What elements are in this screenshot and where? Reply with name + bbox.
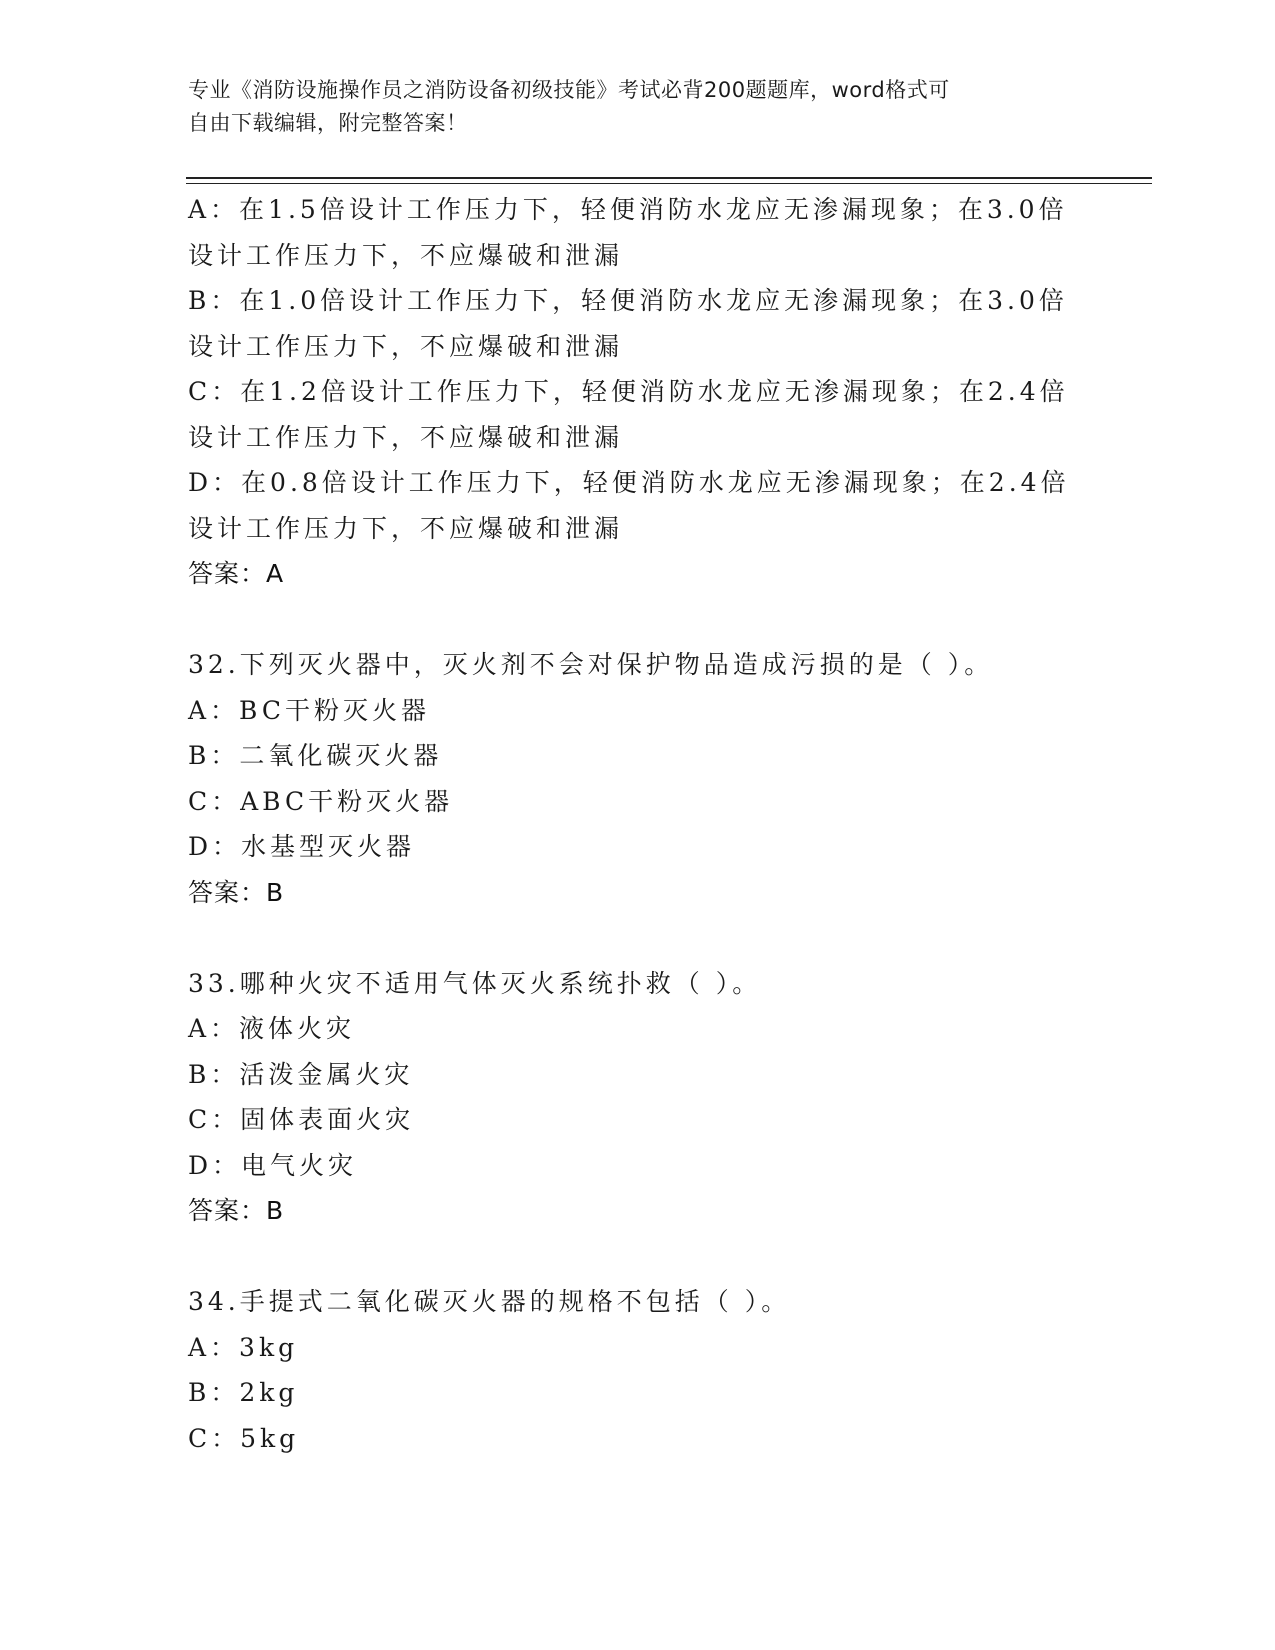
spacer <box>188 1234 1088 1280</box>
header-line-2: 自由下载编辑，附完整答案！ <box>188 111 468 135</box>
option-a: A：BC干粉灭火器 <box>188 695 431 725</box>
spacer <box>188 915 1088 961</box>
question-33 <box>188 961 1088 1234</box>
option-text-cont: 设计工作压力下，不应爆破和泄漏 <box>188 422 624 452</box>
answer-line: 答案：A <box>188 559 285 588</box>
option-b: B：二氧化碳灭火器 <box>188 741 443 770</box>
spacer <box>188 597 1088 643</box>
option-d: D：电气火灾 <box>188 1150 358 1180</box>
option-text-cont: 设计工作压力下，不应爆破和泄漏 <box>188 331 624 361</box>
header-divider-thin <box>186 183 1152 184</box>
answer-line: 答案：B <box>188 1196 285 1225</box>
question-31 <box>188 187 1088 597</box>
option-b: B：2kg <box>188 1378 299 1407</box>
option-c <box>188 369 1088 460</box>
option-d: D：水基型灭火器 <box>188 832 416 861</box>
question-34 <box>188 1279 1088 1461</box>
question-list <box>188 187 1088 1461</box>
option-a <box>188 187 1088 278</box>
option-b: B：活泼金属火灾 <box>188 1059 414 1089</box>
question-text: 32.下列灭火器中，灭火剂不会对保护物品造成污损的是（ ）。 <box>188 650 994 679</box>
option-text-cont: 设计工作压力下，不应爆破和泄漏 <box>188 513 624 543</box>
question-32 <box>188 642 1088 915</box>
option-text: B：在1.0倍设计工作压力下，轻便消防水龙应无渗漏现象；在3.0倍 <box>188 286 1068 315</box>
option-text-cont: 设计工作压力下，不应爆破和泄漏 <box>188 240 624 270</box>
option-c: C：5kg <box>188 1423 300 1453</box>
option-c: C：固体表面火灾 <box>188 1105 415 1134</box>
option-c: C：ABC干粉灭火器 <box>188 786 454 816</box>
option-text: D：在0.8倍设计工作压力下，轻便消防水龙应无渗漏现象；在2.4倍 <box>188 468 1070 497</box>
question-text: 33.哪种火灾不适用气体灭火系统扑救（ ）。 <box>188 968 762 998</box>
option-d <box>188 460 1088 551</box>
option-a: A：液体火灾 <box>188 1014 356 1043</box>
option-text: A：在1.5倍设计工作压力下，轻便消防水龙应无渗漏现象；在3.0倍 <box>188 195 1068 224</box>
answer-line: 答案：B <box>188 877 285 907</box>
document-header <box>188 74 1068 140</box>
option-b <box>188 278 1088 369</box>
header-divider-thick <box>186 177 1152 179</box>
question-text: 34.手提式二氧化碳灭火器的规格不包括（ ）。 <box>188 1287 791 1316</box>
option-a: A：3kg <box>188 1332 299 1362</box>
option-text: C：在1.2倍设计工作压力下，轻便消防水龙应无渗漏现象；在2.4倍 <box>188 377 1069 406</box>
header-line-1: 专业《消防设施操作员之消防设备初级技能》考试必背200题题库，word格式可 <box>188 78 950 102</box>
